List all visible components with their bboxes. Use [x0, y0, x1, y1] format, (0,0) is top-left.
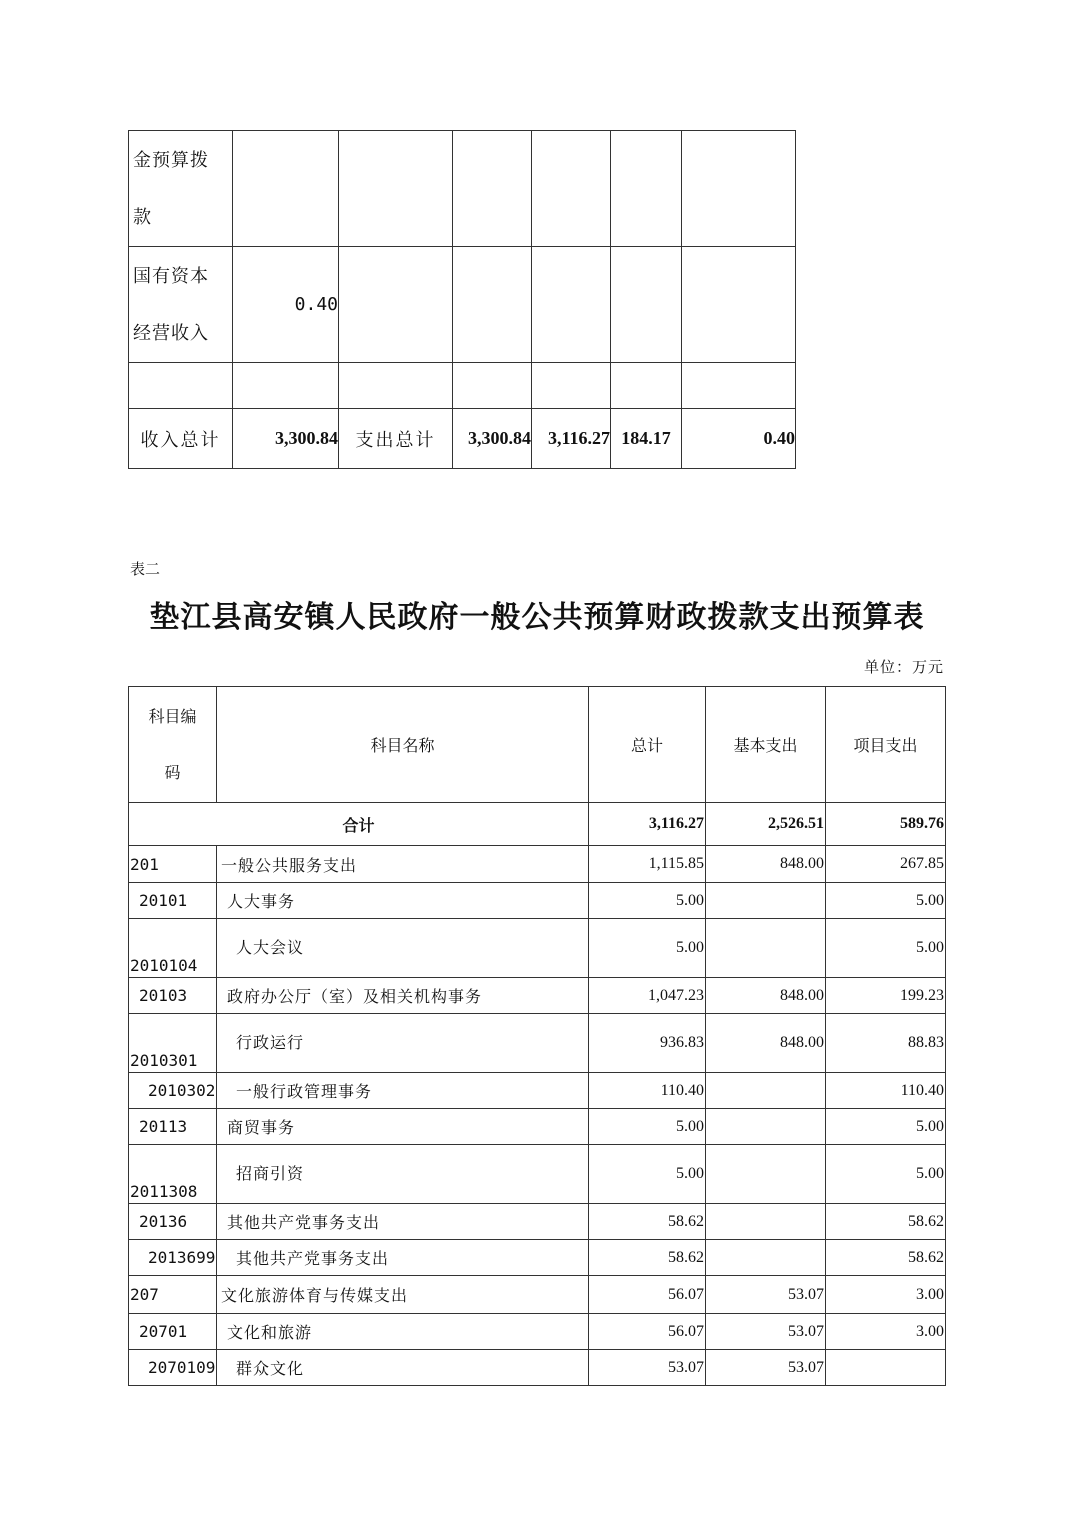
sum-project: 589.76	[826, 803, 946, 846]
header-total: 总计	[589, 687, 706, 803]
amount-basic: 53.07	[706, 1314, 826, 1350]
subject-name: 一般行政管理事务	[217, 1073, 589, 1109]
amount-project: 267.85	[826, 846, 946, 883]
subject-name: 一般公共服务支出	[217, 846, 589, 883]
subject-name: 文化和旅游	[217, 1314, 589, 1350]
subject-code: 2070109	[129, 1350, 217, 1386]
subject-code: 2010104	[129, 919, 217, 978]
table-row	[129, 1145, 946, 1204]
header-name: 科目名称	[217, 687, 589, 803]
income-total-value: 3,300.84	[233, 409, 339, 469]
table-row	[129, 131, 796, 247]
row-label-line: 国有资本	[133, 265, 209, 287]
subject-name: 人大事务	[217, 883, 589, 919]
amount-total: 5.00	[589, 883, 706, 919]
subject-code: 207	[129, 1276, 217, 1314]
table-row	[129, 1350, 946, 1386]
empty-cell	[682, 363, 796, 409]
row-label-line: 经营收入	[133, 322, 209, 344]
amount-total: 56.07	[589, 1314, 706, 1350]
income-cell	[233, 131, 339, 247]
empty-cell	[453, 363, 532, 409]
table-row	[129, 1109, 946, 1145]
amount-total: 936.83	[589, 1014, 706, 1073]
subject-code: 20101	[129, 883, 217, 919]
amount-total: 58.62	[589, 1204, 706, 1240]
amount-basic: 53.07	[706, 1350, 826, 1386]
amount-project: 5.00	[826, 919, 946, 978]
subject-name: 招商引资	[217, 1145, 589, 1204]
row-label-cell	[129, 247, 233, 363]
table-row	[129, 1204, 946, 1240]
empty-cell	[682, 247, 796, 363]
amount-basic	[706, 919, 826, 978]
amount-basic	[706, 1073, 826, 1109]
table-body	[129, 846, 946, 1386]
amount-project	[826, 1350, 946, 1386]
empty-cell	[532, 247, 611, 363]
amount-basic	[706, 1145, 826, 1204]
expense-col-c-value: 0.40	[682, 409, 796, 469]
empty-cell	[339, 247, 453, 363]
subject-name: 政府办公厅（室）及相关机构事务	[217, 978, 589, 1014]
expense-col-a-value: 3,116.27	[532, 409, 611, 469]
row-label-cell	[129, 131, 233, 247]
total-row	[129, 409, 796, 469]
expense-col-b-value: 184.17	[611, 409, 682, 469]
subject-code: 2010302	[129, 1073, 217, 1109]
subject-name: 商贸事务	[217, 1109, 589, 1145]
empty-cell	[233, 363, 339, 409]
amount-project: 58.62	[826, 1240, 946, 1276]
sum-basic: 2,526.51	[706, 803, 826, 846]
table-row	[129, 1073, 946, 1109]
subject-code: 2011308	[129, 1145, 217, 1204]
amount-basic: 53.07	[706, 1276, 826, 1314]
amount-project: 110.40	[826, 1073, 946, 1109]
unit-label: 单位：万元	[863, 658, 944, 676]
subject-code: 20136	[129, 1204, 217, 1240]
empty-cell	[129, 363, 233, 409]
table-row	[129, 846, 946, 883]
amount-basic	[706, 1204, 826, 1240]
empty-cell	[611, 131, 682, 247]
amount-project: 3.00	[826, 1276, 946, 1314]
amount-total: 58.62	[589, 1240, 706, 1276]
expense-total-value: 3,300.84	[453, 409, 532, 469]
page-title: 垫江县高安镇人民政府一般公共预算财政拨款支出预算表	[149, 600, 925, 635]
amount-project: 5.00	[826, 1109, 946, 1145]
amount-total: 53.07	[589, 1350, 706, 1386]
amount-project: 88.83	[826, 1014, 946, 1073]
table-row	[129, 978, 946, 1014]
subject-code: 2013699	[129, 1240, 217, 1276]
empty-cell	[682, 131, 796, 247]
table-row	[129, 1276, 946, 1314]
amount-basic	[706, 1109, 826, 1145]
header-basic: 基本支出	[706, 687, 826, 803]
table-row	[129, 247, 796, 363]
income-expense-summary-table	[128, 130, 796, 469]
subject-name: 其他共产党事务支出	[217, 1240, 589, 1276]
amount-total: 110.40	[589, 1073, 706, 1109]
row-label-line: 款	[133, 206, 152, 228]
header-code-line: 科目编	[148, 706, 197, 726]
sum-total: 3,116.27	[589, 803, 706, 846]
header-code	[129, 687, 217, 803]
subject-name: 人大会议	[217, 919, 589, 978]
table-number-label: 表二	[130, 560, 161, 578]
amount-total: 5.00	[589, 1145, 706, 1204]
subject-code: 201	[129, 846, 217, 883]
amount-basic: 848.00	[706, 846, 826, 883]
subject-code: 20113	[129, 1109, 217, 1145]
empty-cell	[532, 363, 611, 409]
expense-total-label: 支出总计	[339, 409, 453, 469]
table-row	[129, 1014, 946, 1073]
subject-name: 群众文化	[217, 1350, 589, 1386]
amount-basic	[706, 1240, 826, 1276]
sum-row	[129, 803, 946, 846]
table-row	[129, 883, 946, 919]
amount-basic: 848.00	[706, 1014, 826, 1073]
subject-name: 文化旅游体育与传媒支出	[217, 1276, 589, 1314]
empty-cell	[611, 363, 682, 409]
amount-basic: 848.00	[706, 978, 826, 1014]
table-row	[129, 919, 946, 978]
amount-total: 56.07	[589, 1276, 706, 1314]
subject-code: 20701	[129, 1314, 217, 1350]
table-row	[129, 1240, 946, 1276]
table-row	[129, 363, 796, 409]
empty-cell	[339, 131, 453, 247]
empty-cell	[453, 131, 532, 247]
subject-code: 20103	[129, 978, 217, 1014]
amount-project: 3.00	[826, 1314, 946, 1350]
amount-project: 5.00	[826, 883, 946, 919]
header-row	[129, 687, 946, 803]
subject-code: 2010301	[129, 1014, 217, 1073]
income-total-label: 收入总计	[129, 409, 233, 469]
row-label-line: 金预算拨	[133, 149, 209, 171]
amount-total: 1,047.23	[589, 978, 706, 1014]
amount-project: 5.00	[826, 1145, 946, 1204]
expenditure-budget-table	[128, 686, 946, 1386]
table-row	[129, 1314, 946, 1350]
amount-project: 58.62	[826, 1204, 946, 1240]
subject-name: 其他共产党事务支出	[217, 1204, 589, 1240]
income-cell: 0.40	[233, 247, 339, 363]
empty-cell	[339, 363, 453, 409]
empty-cell	[532, 131, 611, 247]
sum-label: 合计	[129, 803, 589, 846]
header-code-line: 码	[164, 762, 181, 782]
empty-cell	[611, 247, 682, 363]
subject-name: 行政运行	[217, 1014, 589, 1073]
amount-project: 199.23	[826, 978, 946, 1014]
amount-total: 1,115.85	[589, 846, 706, 883]
header-project: 项目支出	[826, 687, 946, 803]
amount-basic	[706, 883, 826, 919]
amount-total: 5.00	[589, 1109, 706, 1145]
empty-cell	[453, 247, 532, 363]
amount-total: 5.00	[589, 919, 706, 978]
